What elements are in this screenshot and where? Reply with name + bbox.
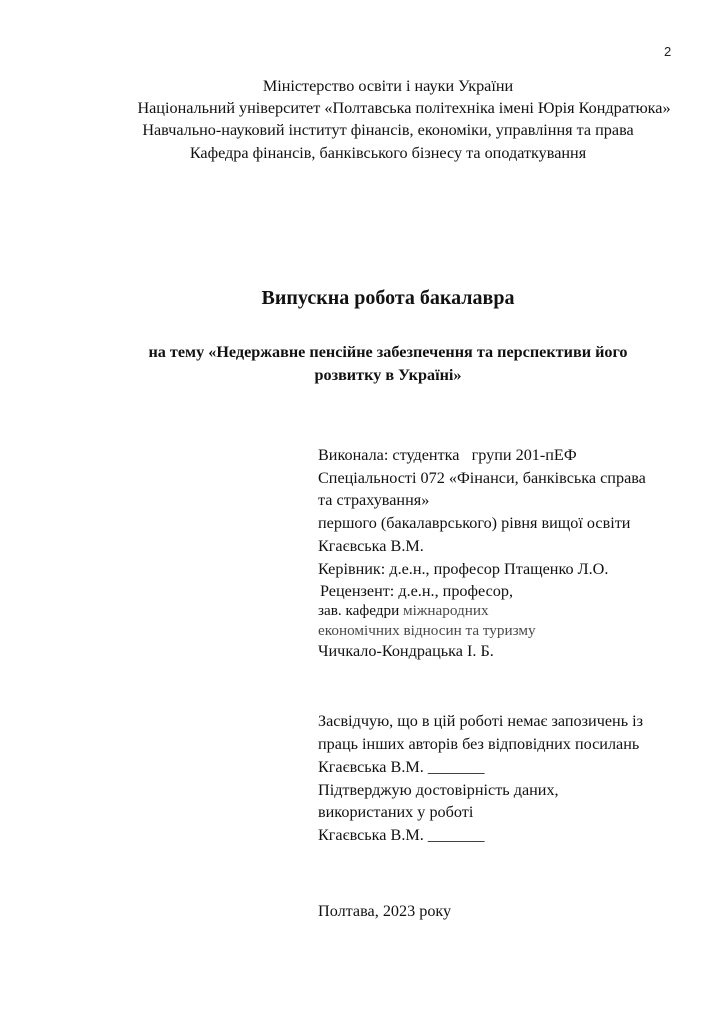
- declaration-line-1: Засвідчую, що в цій роботі немає запозичень із: [318, 712, 644, 730]
- reviewer-line-3: економічних відносин та туризму: [318, 622, 536, 639]
- department-line: Кафедра фінансів, банківського бізнесу та оподаткування: [189, 144, 587, 162]
- document-title: Випускна робота бакалавра: [261, 287, 515, 309]
- reviewer-line-1: Рецензент: д.е.н., професор,: [320, 582, 514, 600]
- declaration-line-4: використаних у роботі: [318, 803, 474, 821]
- signature-line-2: Кгаєвська В.М. _______: [318, 826, 485, 844]
- place-year: Полтава, 2023 року: [318, 902, 452, 920]
- reviewer-department-part: міжнародних: [403, 602, 489, 619]
- supervisor: Керівник: д.е.н., професор Птащенко Л.О.: [318, 560, 609, 578]
- signature-line-1: Кгаєвська В.М. _______: [318, 758, 485, 776]
- topic-line-2: розвитку в Україні»: [314, 366, 462, 384]
- declaration-line-3: Підтверджую достовірність даних,: [318, 781, 559, 799]
- reviewer-position: зав. кафедри: [318, 602, 404, 619]
- university-line: Національний університет «Полтавська політехніка імені Юрія Кондратюка»: [137, 99, 671, 117]
- topic-line-1: на тему «Недержавне пенсійне забезпечення та перспективи його: [148, 343, 628, 361]
- reviewer-line-2: [318, 603, 489, 618]
- reviewer-name: Чичкало-Кондрацька І. Б.: [318, 642, 494, 660]
- institute-line: Навчально-науковий інститут фінансів, економіки, управління та права: [142, 121, 634, 139]
- specialty-line-1: Спеціальності 072 «Фінанси, банківська справа: [318, 469, 646, 487]
- declaration-line-2: праць інших авторів без відповідних посилань: [318, 735, 640, 753]
- specialty-line-2: та страхування»: [318, 491, 430, 509]
- performed-by: Виконала: студентка групи 201-пЕФ: [318, 446, 577, 464]
- page-number: 2: [664, 44, 672, 59]
- ministry-line: Міністерство освіти і науки України: [262, 77, 514, 95]
- student-name: Кгаєвська В.М.: [318, 537, 424, 555]
- education-level: першого (бакалаврського) рівня вищої освіти: [318, 514, 631, 532]
